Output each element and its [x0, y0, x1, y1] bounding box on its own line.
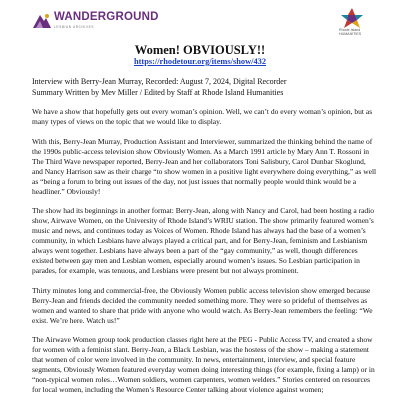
wanderground-logo-icon	[32, 12, 52, 30]
wanderground-logo	[32, 11, 159, 37]
ri-humanities-logo	[327, 7, 377, 41]
ri-humanities-logo-text: Rhode Island HUMANITIES	[339, 28, 362, 37]
body-paragraph: The show had its beginnings in another format: Berry-Jean, along with Nancy and Carol, had been hosting a radio show, Airwave Women, on the University of Rhode Island’s WRIU station. The show primarily featured women’s music and news, and continues today as Voices of Women. Rhode Island has always had the base of a women’s community, in which Lesbians have always played a critical part, and for Berry-Jean, feminism and Lesbianism always went together. Lesbians have always been a part of the “gay community,” as well, though differences existed between gay men and Lesbian women, especially around women’s issues. So Lesbian participation in parades, for example, was tenuous, and Lesbians were present but not always prominent.	[32, 206, 374, 275]
body-paragraph: With this, Berry-Jean Murray, Production Assistant and Interviewer, summarized the thinking behind the name of the 1990s public-access television show Obviously Women. As a March 1991 article by Mary Ann T. Rossoni in The Third Wave newspaper reported, Berry-Jean and her collaborators Toni Salisbury, Carol Dunbar Skoglund, and Nancy Harrison saw as their charge “to show women in a positive light everywhere doing everything,” as well as “being a forum to bring out issues of the day, not just issues that normally people would think would be a headliner.” Obviously!	[32, 136, 377, 196]
interview-meta-line: Interview with Berry-Jean Murray, Recorded: August 7, 2024, Digital Recorder	[32, 77, 287, 86]
wanderground-logo-text: WANDERGROUND	[54, 11, 159, 23]
page-header	[0, 0, 400, 44]
source-link[interactable]: https://rhodetour.org/items/show/432	[133, 57, 267, 66]
body-paragraph: The Airwave Women group took production classes right here at the PEG - Public Access TV, and created a show for women with a feminist slant. Berry-Jean, a Black Lesbian, was the hostess of the show – making a statement that women of color were involved in the community. In news, entertainment, interview, and special feature segments, Obviously Women featured everyday women doing interesting things (for example, fixing a lamp) or in “non-typical women roles…Women soldiers, women carpenters, women welders.” Stories centered on resources for local women, including the Women’s Resource Center talking about violence against women;	[32, 335, 375, 394]
interview-meta	[32, 76, 382, 98]
body-paragraph: Thirty minutes long and commercial-free, the Obviously Women public access television show emerged because Berry-Jean and friends decided the community needed something more. They were so prideful of themselves as women and wanted to share that pride with anyone who would watch. As Berry-Jean remembers the feeling: “We exist. We’re here. Watch us!”	[32, 285, 373, 325]
wanderground-logo-subtitle: LESBIAN ARCHIVES	[54, 25, 95, 29]
interview-meta-line: Summary Written by Mev Miller / Edited by Staff at Rhode Island Humanities	[32, 88, 284, 97]
star-logo-icon	[339, 7, 365, 29]
body-paragraph: We have a show that hopefully gets out every woman’s opinion. Well, we can’t do every woman’s opinion, but as many types of views on the topic that we would like to display.	[32, 107, 373, 126]
document-body	[32, 107, 378, 400]
document-title: Women! OBVIOUSLY!!	[134, 43, 266, 57]
